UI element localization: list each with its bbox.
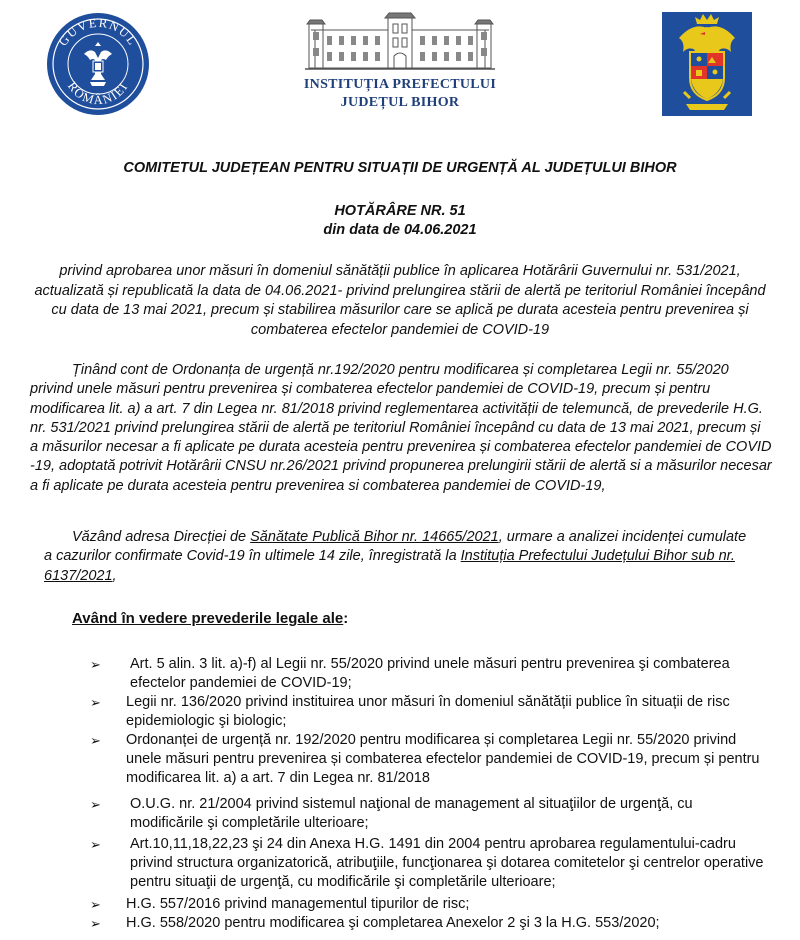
bullet-line: Ordonanței de urgență nr. 192/2020 pentru modificarea și completarea Legii nr. 55/2020 privind xyxy=(126,732,737,748)
prefecture-reference: Instituția Prefectului Județului Bihor sub nr. xyxy=(460,548,735,565)
svg-text:GUVERNUL: GUVERNUL xyxy=(55,15,141,49)
arrow-bullet-icon: ➢ xyxy=(90,733,101,748)
arrow-bullet-icon: ➢ xyxy=(90,897,101,912)
paragraph-line: a fi aplicate pe durata acesteia pentru prevenirea si combaterea pandemiei de COVID-19, xyxy=(30,477,606,494)
bullet-line: pentru situaţii de urgenţă, cu modificările şi completările ulterioare; xyxy=(130,874,556,890)
bullet-line: Art. 5 alin. 3 lit. a)-f) al Legii nr. 55/2020 privind unele măsuri pentru prevenirea şi combaterea xyxy=(130,656,730,672)
institution-name-line1: INSTITUȚIA PREFECTULUI xyxy=(303,77,497,92)
bullet-line: modificările şi completările ulterioare; xyxy=(130,815,369,831)
prefecture-building-logo xyxy=(305,12,495,74)
bullet-line: Art.10,11,18,22,23 şi 24 din Anexa H.G. 1491 din 2004 pentru aprobarea regulamentului-cadru xyxy=(130,836,736,852)
registration-number: 6137/2021 xyxy=(44,567,113,584)
coat-of-arms-logo xyxy=(662,12,752,116)
subject-line: actualizată și republicată la data de 04.06.2021- privind prelungirea stării de alertă pe teritoriul României începând xyxy=(34,282,766,299)
bullet-line: H.G. 557/2016 privind managementul tipurilor de risc; xyxy=(126,896,470,912)
bullet-line: O.U.G. nr. 21/2004 privind sistemul naţional de management al situaţiilor de urgenţă, cu xyxy=(130,796,693,812)
paragraph-line: a măsurilor necesar a fi aplicate pe durata acesteia pentru prevenirea și combaterea efectelor pandemiei de COVID xyxy=(30,439,772,456)
paragraph-line: Ținând cont de Ordonanța de urgență nr.192/2020 pentru modificarea și completarea Legii nr. 55/2020 xyxy=(72,362,729,378)
bullet-line: efectelor pandemiei de COVID-19; xyxy=(130,675,352,691)
arrow-bullet-icon: ➢ xyxy=(90,916,101,931)
decision-title: HOTĂRÂRE NR. 51 xyxy=(334,203,466,219)
text-span: a cazurilor confirmate Covid-19 în ultimele 14 zile, înregistrată la xyxy=(44,548,461,565)
paragraph-considering xyxy=(30,361,790,496)
arrow-bullet-icon: ➢ xyxy=(90,657,101,672)
committee-title: COMITETUL JUDEȚEAN PENTRU SITUAȚII DE URGENȚĂ AL JUDEȚULUI BIHOR xyxy=(123,160,677,176)
decision-date: din data de 04.06.2021 xyxy=(323,222,477,238)
paragraph-line: modificarea lit. a) a art. 7 din Legea nr. 81/2018 privind reglementarea activității de telemuncă, de prevederile H.G. xyxy=(30,400,763,417)
bullet-line: unele măsuri pentru prevenirea și combaterea efectelor pandemiei de COVID-19, precum și pentru xyxy=(126,751,760,767)
svg-text:ROMÂNIEI: ROMÂNIEI xyxy=(64,79,131,108)
subject-line: combaterea efectelor pandemiei de COVID-19 xyxy=(250,321,550,338)
subject-line: privind aprobarea unor măsuri în domeniul sănătății publice în aplicarea Hotărârii Guvernului nr. 531/2021, xyxy=(59,263,741,279)
bullet-line: privind structura organizatorică, atribuţiile, funcţionarea şi dotarea comitetelor şi centrelor operative xyxy=(130,855,764,871)
legal-heading-colon: : xyxy=(343,610,349,627)
paragraph-line: nr. 531/2021 privind prelungirea stării de alertă pe teritoriul României începând cu data de 13 mai 2021, precum și xyxy=(30,419,761,436)
text-span: Văzând adresa Direcției de xyxy=(72,529,251,545)
bullet-line: epidemiologic şi biologic; xyxy=(126,713,287,729)
bullet-line: H.G. 558/2020 pentru modificarea şi completarea Anexelor 2 şi 3 la H.G. 553/2020; xyxy=(126,915,660,931)
arrow-bullet-icon: ➢ xyxy=(90,695,101,710)
institution-name-line2: JUDEȚUL BIHOR xyxy=(340,95,460,110)
bullet-line: modificarea lit. a) a art. 7 din Legea nr. 81/2018 xyxy=(126,770,430,786)
paragraph-line: -19, adoptată potrivit Hotărârii CNSU nr.26/2021 privind propunerea prelungirii stării de alertă si a măsurilor necesar xyxy=(30,458,772,475)
government-seal-logo xyxy=(46,12,150,116)
arrow-bullet-icon: ➢ xyxy=(90,797,101,812)
dsp-reference: Sănătate Publică Bihor nr. 14665/2021 xyxy=(250,529,499,545)
subject-line: cu data de 13 mai 2021, precum și stabilirea măsurilor care se aplică pe durata acesteia pentru prevenirea și xyxy=(51,302,749,318)
bullet-line: Legii nr. 136/2020 privind instituirea unor măsuri în domeniul sănătății publice în situații de risc xyxy=(126,694,730,710)
legal-heading-text: Având în vedere prevederile legale ale xyxy=(72,610,344,627)
arrow-bullet-icon: ➢ xyxy=(90,837,101,852)
legal-provisions-heading xyxy=(72,610,348,627)
paragraph-line: privind unele măsuri pentru prevenirea și combaterea efectelor pandemiei de COVID-19, precum și pentru xyxy=(30,381,711,398)
text-span: , urmare a analizei incidenței cumulate xyxy=(498,529,747,545)
text-span: , xyxy=(112,567,117,584)
paragraph-address xyxy=(30,528,790,586)
decision-subject xyxy=(10,262,790,340)
